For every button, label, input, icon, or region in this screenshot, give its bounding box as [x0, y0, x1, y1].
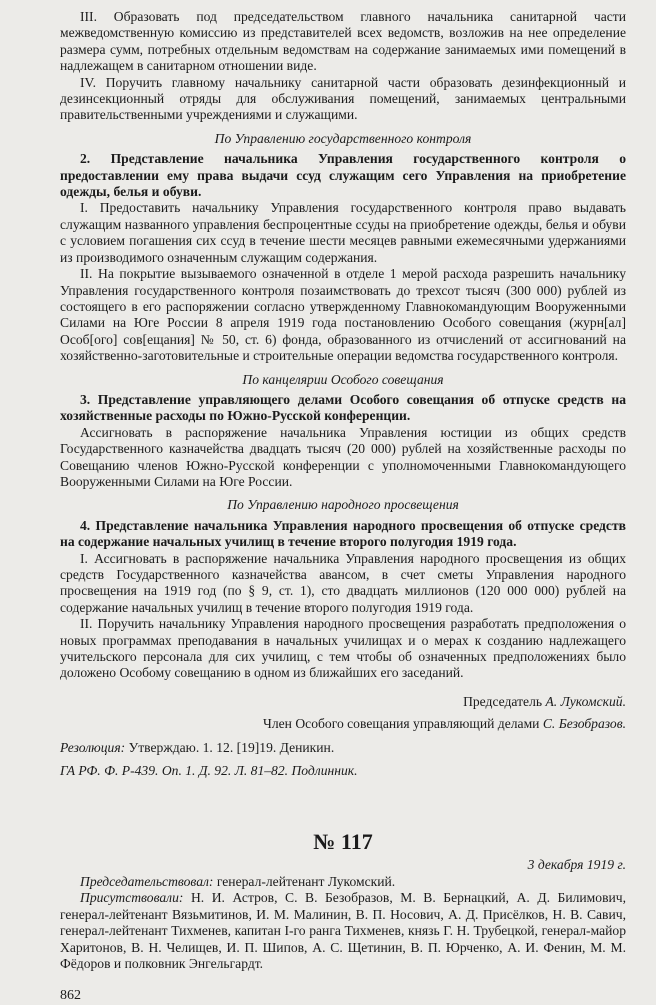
item-4-heading: 4. Представление начальника Управления народного просвещения об отпуске средств на содержание начальных училищ в течение второго полугодия 1919 года. — [60, 517, 626, 550]
document-number: № 117 — [313, 829, 373, 855]
item-4-paragraph-i: I. Ассигновать в распоряжение начальника Управления народного просвещения из общих средств Государственного казначейства авансом, в счет сметы Управления народного просвещения на 1919 год (по § 9, ст. 1), сто двадцать миллионов (120 000 000) рублей на содержание начальных училищ в течение второго полугодия 1919 года. — [60, 550, 626, 615]
attendees: Присутствовали: Н. И. Астров, С. В. Безобразов, М. В. Бернацкий, А. Д. Билимович, генерал-лейтенант Вязьмитинов, И. М. Малинин, В. П. Носович, А. Д. Присёлков, Н. В. Савич, генерал-лейтенант Тихменев, капитан I-го ранга Тихменев, князь Г. Н. Трубецкой, генерал-майор Харитонов, В. Н. Челищев, И. П. Шипов, А. С. Щетинин, В. П. Юрченко, А. И. Фенин, М. М. Фёдоров и полковник Энгельгардт. — [60, 890, 626, 971]
item-3-paragraph: Ассигновать в распоряжение начальника Управления юстиции из общих средств Государственного казначейства двадцать тысяч (20 000) рублей на хозяйственные расходы по Совещанию членов Южно-Русской конференции с уполномоченными Главнокомандующего Вооруженными Силами на Юге России. — [60, 424, 626, 489]
chaired-by: Председательствовал: генерал-лейтенант Лукомский. — [80, 873, 396, 889]
item-2-paragraph-i: I. Предоставить начальнику Управления государственного контроля право выдавать служащим названного управления беспроцентные ссуды на приобретение одежды, белья и обуви с условием погашения сих ссуд в течение шести месяцев равными ежемесячными удержаниями из производимого означенным служащим содержания. — [60, 200, 626, 265]
page-number: 862 — [60, 988, 81, 1004]
section-heading-education: По Управлению народного просвещения — [227, 497, 459, 513]
resolution: Резолюция: Утверждаю. 1. 12. [19]19. Деникин. — [60, 739, 335, 755]
item-2-heading: 2. Представление начальника Управления государственного контроля о предоставлении ему права выдачи ссуд служащим сего Управления на приобретение одежды, белья и обуви. — [60, 151, 626, 200]
signature-chairman: Председатель А. Лукомский. — [463, 693, 626, 709]
section-heading-state-control: По Управлению государственного контроля — [214, 130, 472, 146]
paragraph-iii: III. Образовать под председательством главного начальника санитарной части межведомственную комиссию из представителей всех ведомств, возложив на нее определение размера сумм, потребных отдельным ведомствам на содержание занимаемых ими помещений в надлежащем в санитарном отношении виде. — [60, 9, 626, 74]
item-2-paragraph-ii: II. На покрытие вызываемого означенной в отделе 1 мерой расхода разрешить начальнику Управления государственного контроля позаимствовать до трехсот тысяч (300 000) рублей из состоящего в его распоряжении согласно утвержденному Главнокомандующим Вооруженными Силами на Юге России 8 апреля 1919 года постановлению Особого совещания (журн[ал] Особ[ого] сов[ещания] № 50, ст. 6) фонда, образованного из отчислений от ассигнований на хозяйственно-заготовительные и строительные операции ведомства государственного контроля. — [60, 266, 626, 364]
item-4-paragraph-ii: II. Поручить начальнику Управления народного просвещения разработать предположения о новых программах преподавания в начальных училищах и о мерах к созданию надлежащего учительского персонала для сих училищ, с тем чтобы об означенных предположениях было доложено Особому совещанию в одном из ближайших его заседаний. — [60, 616, 626, 681]
document-date: 3 декабря 1919 г. — [527, 857, 626, 873]
signature-secretary-name: С. Безобразов. — [542, 716, 626, 732]
section-heading-chancellery: По канцелярии Особого совещания — [242, 371, 444, 387]
item-3-heading: 3. Представление управляющего делами Особого совещания об отпуске средств на хозяйственные расходы по Южно-Русской конференции. — [60, 391, 626, 424]
paragraph-iv: IV. Поручить главному начальнику санитарной части образовать дезинфекционный и дезинсекционный отряды для обслуживания помещений, занимаемых центральными правительственными учреждениями и служащими. — [60, 74, 626, 123]
signature-secretary: Член Особого совещания управляющий делами С. Безобразов. — [263, 716, 626, 732]
signature-chairman-name: А. Лукомский. — [545, 693, 626, 709]
archive-reference: ГА РФ. Ф. Р-439. Оп. 1. Д. 92. Л. 81–82. Подлинник. — [60, 763, 358, 779]
